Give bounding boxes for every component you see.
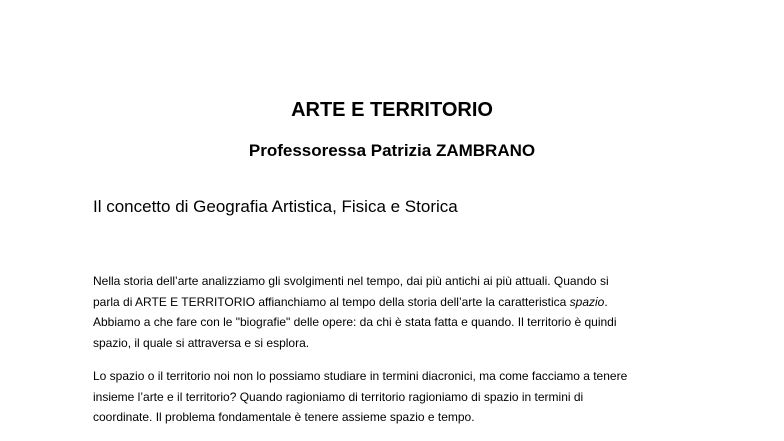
paragraph-2-line-3: coordinate. Il problema fondamentale è tenere assieme spazio e tempo. [93,410,475,424]
paragraph-1-line-4: spazio, il quale si attraversa e si esplora. [93,335,310,350]
document-title: ARTE E TERRITORIO [291,99,493,121]
document-subtitle: Professoressa Patrizia ZAMBRANO [248,141,536,160]
paragraph-2-line-2: insieme l’arte e il territorio? Quando ragioniamo di territorio ragioniamo di spazio in termini di [93,389,584,404]
paragraph-1-line-2-end: . [604,294,608,309]
paragraph-1-italic-word: spazio [569,294,605,309]
paragraph-2 [93,366,693,428]
paragraph-1 [93,271,693,353]
paragraph-1-line-2 [93,292,693,313]
paragraph-1-line-2-text: parla di ARTE E TERRITORIO affianchiamo al tempo della storia dell’arte la caratteristica [93,294,570,309]
section-heading: Il concetto di Geografia Artistica, Fisica e Storica [93,197,458,216]
paragraph-1-line-3: Abbiamo a che fare con le "biografie" delle opere: da chi è stata fatta e quando. Il territorio è quindi [93,315,617,329]
paragraph-2-line-1: Lo spazio o il territorio noi non lo possiamo studiare in termini diacronici, ma come facciamo a tenere [93,369,628,383]
paragraph-1-line-1: Nella storia dell’arte analizziamo gli svolgimenti nel tempo, dai più antichi ai più attuali. Quando si [93,274,609,288]
